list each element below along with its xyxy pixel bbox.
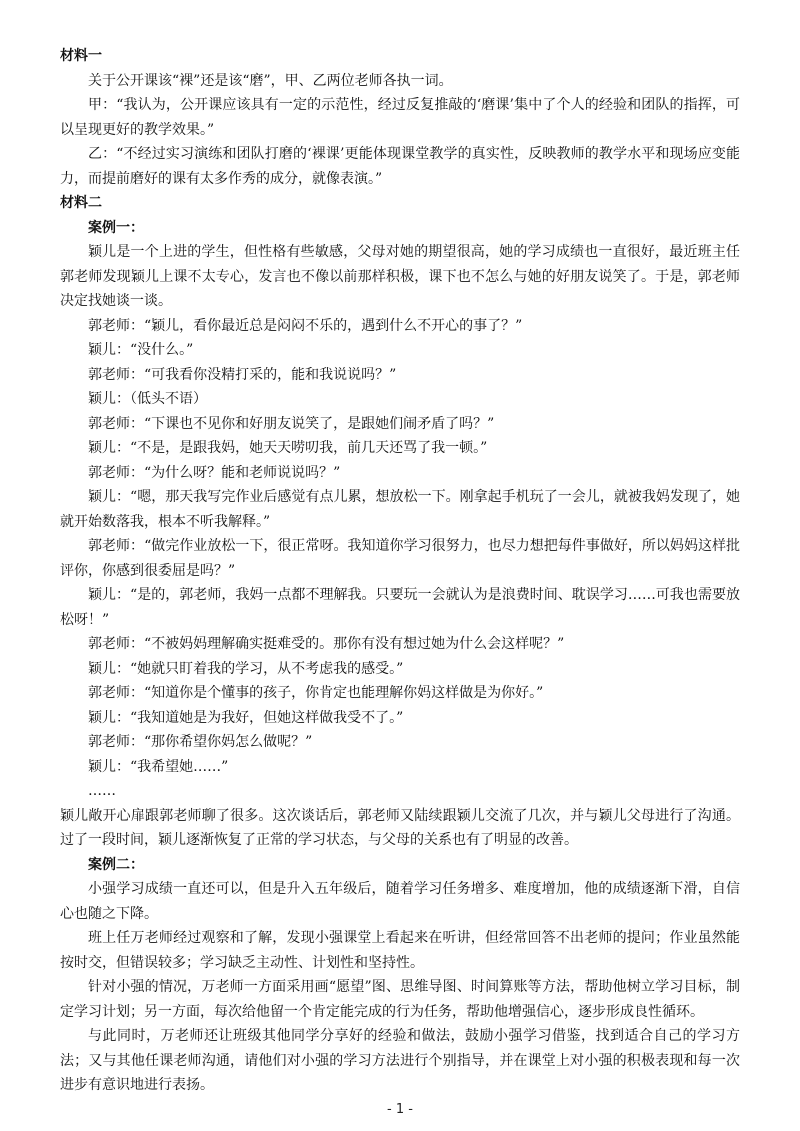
dialogue-line: 郭老师：“下课也不见你和好朋友说笑了，是跟她们闹矛盾了吗？”: [88, 415, 495, 432]
case-two-heading: 案例二：: [88, 856, 144, 873]
page-number: - 1 -: [387, 1102, 413, 1117]
dialogue-line: 颖儿：“她就只盯着我的学习，从不考虑我的感受。”: [88, 660, 404, 677]
dialogue-line: 颖儿：“是的，郭老师，我妈一点都不理解我。只要玩一会就认为是浪费时间、耽误学习……可我也需要放松呀！”: [60, 587, 740, 628]
case-one-outcome: 颖儿敞开心扉跟郭老师聊了很多。这次谈话后，郭老师又陆续跟颖儿交流了几次，并与颖儿父母进行了沟通。过了一段时间，颖儿逐渐恢复了正常的学习状态，与父母的关系也有了明显的改善。: [60, 807, 740, 848]
material-one-heading: 材料一: [60, 48, 102, 64]
case-one-intro: 颖儿是一个上进的学生，但性格有些敏感，父母对她的期望很高，她的学习成绩也一直很好，最近班主任郭老师发现颖儿上课不太专心，发言也不像以前那样积极，课下也不怎么与她的好朋友说笑了。于是，郭老师决定找她谈一谈。: [60, 244, 740, 309]
dialogue-line: 颖儿：“我知道她是为我好，但她这样做我受不了。”: [88, 709, 404, 726]
case-two-paragraph: 班上任万老师经过观察和了解，发现小强课堂上看起来在听讲，但经常回答不出老师的提问；作业虽然能按时交，但错误较多；学习缺乏主动性、计划性和坚持性。: [60, 930, 740, 971]
dialogue-line: 颖儿：“没什么。”: [88, 342, 194, 358]
dialogue-line: 郭老师：“做完作业放松一下，很正常呀。我知道你学习很努力，也尽力想把每件事做好，所以妈妈这样批评你，你感到很委屈是吗？”: [60, 538, 740, 579]
material-one-intro: 关于公开课该“裸”还是该“磨”，甲、乙两位老师各执一词。: [88, 72, 453, 89]
dialogue-line: 颖儿：（低头不语）: [88, 391, 207, 407]
dialogue-line: 郭老师：“不被妈妈理解确实挺难受的。那你有没有想过她为什么会这样呢？”: [88, 636, 565, 652]
dialogue-line: 郭老师：“知道你是个懂事的孩子，你肯定也能理解你妈这样做是为你好。”: [88, 685, 544, 701]
case-two-paragraph: 小强学习成绩一直还可以，但是升入五年级后，随着学习任务增多、难度增加，他的成绩逐渐下滑，自信心也随之下降。: [60, 881, 740, 922]
dialogue-line: 郭老师：“可我看你没精打采的，能和我说说吗？”: [88, 366, 397, 383]
case-two-paragraph: 针对小强的情况，万老师一方面采用画“愿望”图、思维导图、时间算账等方法，帮助他树立学习目标，制定学习计划；另一方面，每次给他留一个肯定能完成的行为任务，帮助他增强信心，逐步形成良性循环。: [60, 979, 740, 1020]
teacher-yi-statement: 乙：“不经过实习演练和团队打磨的‘裸课’更能体现课堂教学的真实性，反映教师的教学水平和现场应变能力，而提前磨好的课有太多作秀的成分，就像表演。”: [60, 146, 740, 187]
dialogue-line: 郭老师：“为什么呀？能和老师说说吗？”: [88, 464, 341, 481]
case-two-paragraph: 与此同时，万老师还让班级其他同学分享好的经验和做法，鼓励小强学习借鉴，找到适合自己的学习方法；又与其他任课老师沟通，请他们对小强的学习方法进行个别指导，并在课堂上对小强的积极表现和每一次进步有意识地进行表扬。: [60, 1028, 740, 1093]
teacher-jia-statement: 甲：“我认为，公开课应该具有一定的示范性，经过反复推敲的‘磨课’集中了个人的经验和团队的指挥，可以呈现更好的教学效果。”: [60, 97, 740, 138]
document-body: [60, 44, 740, 1098]
dialogue-line: 颖儿：“我希望她……”: [88, 758, 229, 775]
dialogue-line: 郭老师：“颖儿，看你最近总是闷闷不乐的，遇到什么不开心的事了？”: [88, 317, 523, 334]
dialogue-ellipsis: ……: [88, 783, 116, 799]
dialogue-line: 颖儿：“不是，是跟我妈，她天天唠叨我，前几天还骂了我一顿。”: [88, 440, 488, 456]
case-one-heading: 案例一：: [88, 219, 144, 236]
dialogue-line: 颖儿：“嗯，那天我写完作业后感觉有点儿累，想放松一下。刚拿起手机玩了一会儿，就被我妈发现了，她就开始数落我，根本不听我解释。”: [60, 489, 740, 530]
material-two-heading: 材料二: [60, 195, 102, 211]
dialogue-line: 郭老师：“那你希望你妈怎么做呢？”: [88, 734, 313, 750]
